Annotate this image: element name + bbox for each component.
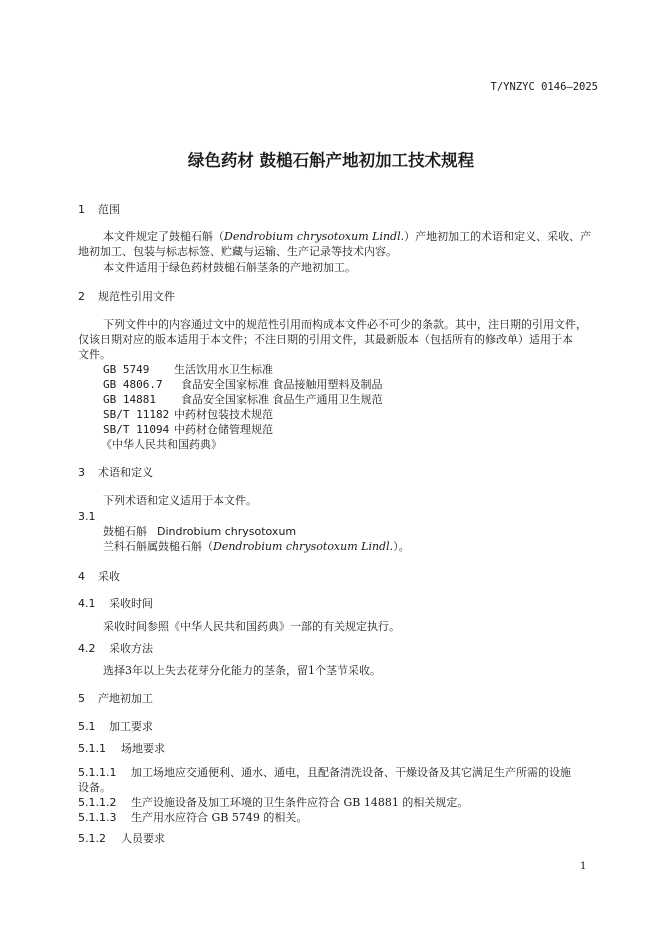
page-number: 1 [580,861,587,872]
reference-item: GB 4806.7 食品安全国家标准 食品接触用塑料及制品 [103,378,383,391]
document-title: 绿色药材 鼓槌石斛产地初加工技术规程 [187,151,475,170]
term-number: 3.1 [78,510,96,523]
scope-paragraph-line-2: 地初加工、包装与标志标签、贮藏与运输、生产记录等技术内容。 [78,245,397,258]
section-4-2-text: 选择3年以上失去花芽分化能力的茎条，留1个茎节采收。 [103,664,381,677]
scope-paragraph-line-1: 本文件规定了鼓槌石斛（Dendrobium chrysotoxum Lindl.）产地初加工的术语和定义、采收、产 [103,230,592,243]
section-4-heading: 4 采收 [78,570,120,583]
latin-name: Dendrobium chrysotoxum Lindl. [213,540,394,553]
section-5-1-2-heading: 5.1.2 人员要求 [78,832,165,845]
references-intro-line-2: 仅该日期对应的版本适用于本文件；不注日期的引用文件，其最新版本（包括所有的修改单）适用于本 [78,333,573,346]
clause-5-1-1-3: 5.1.1.3 生产用水应符合 GB 5749 的相关。 [78,811,308,824]
section-5-1-1-heading: 5.1.1 场地要求 [78,742,165,755]
reference-item: SB/T 11182 中药材包装技术规范 [103,408,273,421]
term-definition: 兰科石斛属鼓槌石斛（Dendrobium chrysotoxum Lindl.）。 [103,540,410,553]
section-2-heading: 2 规范性引用文件 [78,290,175,303]
latin-name: Dendrobium chrysotoxum Lindl. [224,230,405,243]
section-5-1-heading: 5.1 加工要求 [78,720,153,733]
clause-5-1-1-1: 5.1.1.1 加工场地应交通便利、通水、通电，且配备清洗设备、干燥设备及其它满足生产所需的设施 [78,766,571,779]
section-5-heading: 5 产地初加工 [78,692,153,705]
section-4-1-text: 采收时间参照《中华人民共和国药典》一部的有关规定执行。 [103,620,400,633]
document-number: T/YNZYC 0146—2025 [490,81,598,93]
reference-item: GB 5749 生活饮用水卫生标准 [103,363,273,376]
clause-5-1-1-2: 5.1.1.2 生产设施设备及加工环境的卫生条件应符合 GB 14881 的相关规定。 [78,796,469,809]
term-entry: 鼓槌石斛 Dindrobium chrysotoxum [103,525,297,538]
terms-intro: 下列术语和定义适用于本文件。 [103,494,257,507]
section-4-1-heading: 4.1 采收时间 [78,597,153,610]
reference-item: SB/T 11094 中药材仓储管理规范 [103,423,273,436]
reference-item: GB 14881 食品安全国家标准 食品生产通用卫生规范 [103,393,383,406]
section-3-heading: 3 术语和定义 [78,466,153,479]
section-4-2-heading: 4.2 采收方法 [78,642,153,655]
reference-item-pharmacopoeia: 《中华人民共和国药典》 [101,438,222,451]
clause-5-1-1-1-continued: 设备。 [78,781,111,794]
references-intro-line-3: 文件。 [78,348,111,361]
section-1-heading: 1 范围 [78,203,120,216]
references-intro-line-1: 下列文件中的内容通过文中的规范性引用而构成本文件必不可少的条款。其中，注日期的引用文件， [103,318,587,331]
scope-paragraph-2: 本文件适用于绿色药材鼓槌石斛茎条的产地初加工。 [103,261,356,274]
